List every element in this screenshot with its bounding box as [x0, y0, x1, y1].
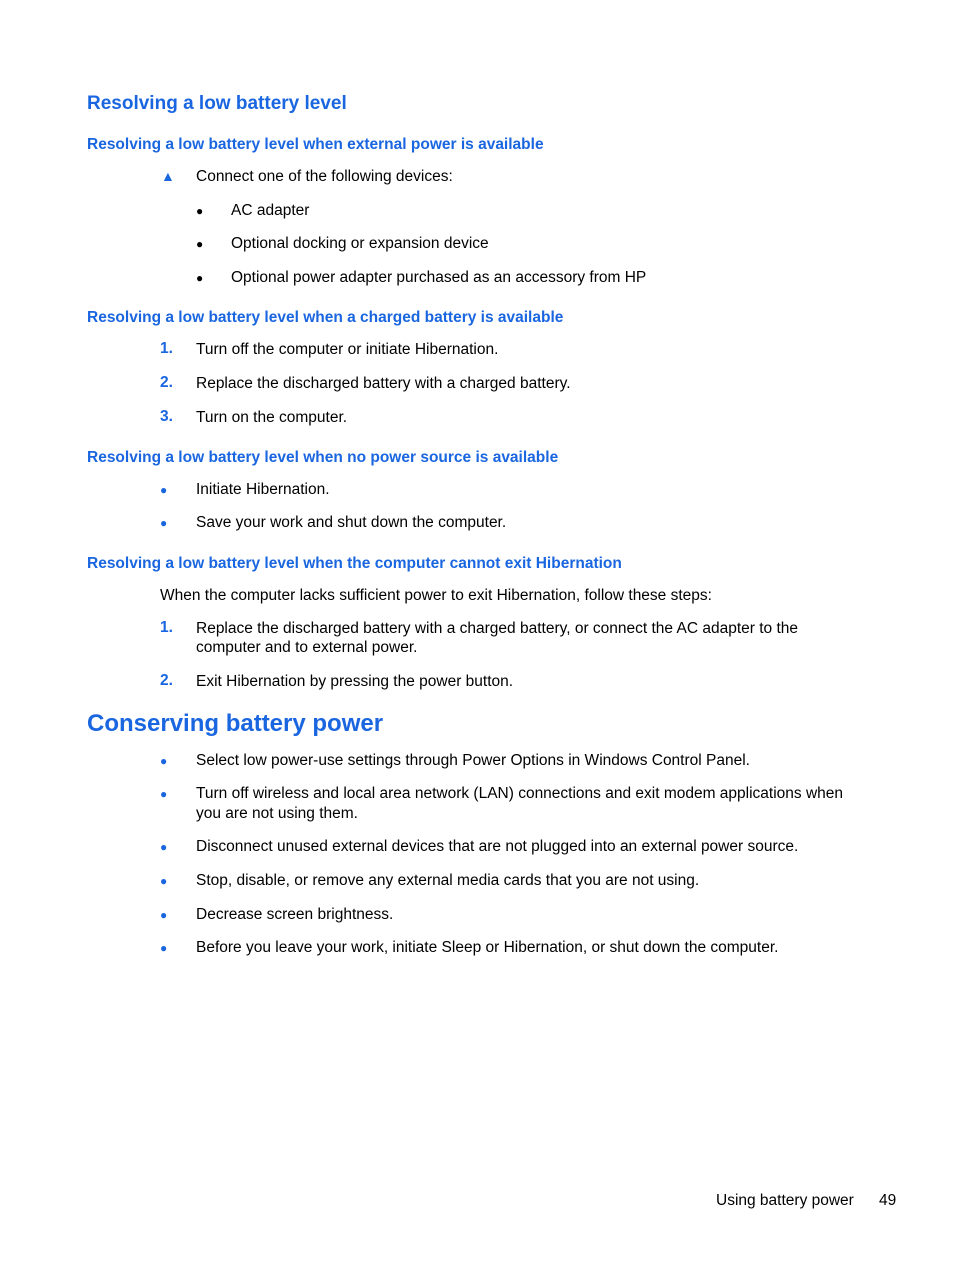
- list-item: Turn off wireless and local area network (LAN) connections and exit modem applications when: [196, 785, 844, 802]
- step-number: 1.: [160, 619, 173, 636]
- step-text: Turn on the computer.: [196, 409, 348, 426]
- external-power-intro: Connect one of the following devices:: [196, 168, 453, 185]
- bullet-icon: ●: [196, 204, 204, 218]
- list-item: Save your work and shut down the computer.: [196, 514, 507, 531]
- device-item: Optional power adapter purchased as an accessory from HP: [231, 269, 647, 286]
- step-number: 1.: [160, 340, 173, 357]
- list-item: you are not using them.: [196, 805, 358, 822]
- step-text: Replace the discharged battery with a charged battery, or connect the AC adapter to the: [196, 620, 798, 637]
- bullet-icon: ●: [196, 237, 204, 251]
- cannot-exit-intro: When the computer lacks sufficient power to exit Hibernation, follow these steps:: [160, 587, 712, 604]
- bullet-icon: ●: [196, 271, 204, 285]
- bullet-icon: ●: [160, 840, 168, 854]
- bullet-icon: ●: [160, 516, 168, 530]
- bullet-icon: ●: [160, 787, 168, 801]
- page-number: 49: [879, 1192, 897, 1209]
- device-item: AC adapter: [231, 202, 310, 219]
- list-item: Initiate Hibernation.: [196, 481, 330, 498]
- step-text: Turn off the computer or initiate Hibernation.: [196, 341, 499, 358]
- bullet-icon: ●: [160, 754, 168, 768]
- step-number: 2.: [160, 374, 173, 391]
- step-number: 3.: [160, 408, 173, 425]
- step-text: Replace the discharged battery with a charged battery.: [196, 375, 571, 392]
- heading-external-power: Resolving a low battery level when external power is available: [87, 136, 544, 153]
- bullet-icon: ●: [160, 908, 168, 922]
- step-text: Exit Hibernation by pressing the power button.: [196, 673, 514, 690]
- footer-label: Using battery power: [716, 1192, 854, 1209]
- list-item: Disconnect unused external devices that are not plugged into an external power source.: [196, 838, 799, 855]
- section-title-conserving: Conserving battery power: [87, 710, 384, 737]
- step-text: computer and to external power.: [196, 639, 418, 656]
- heading-no-power: Resolving a low battery level when no power source is available: [87, 449, 559, 466]
- bullet-icon: ●: [160, 941, 168, 955]
- heading-charged-battery: Resolving a low battery level when a charged battery is available: [87, 309, 564, 326]
- list-item: Select low power-use settings through Power Options in Windows Control Panel.: [196, 752, 750, 769]
- step-number: 2.: [160, 672, 173, 689]
- bullet-icon: ●: [160, 874, 168, 888]
- bullet-icon: ●: [160, 483, 168, 497]
- list-item: Before you leave your work, initiate Sleep or Hibernation, or shut down the computer.: [196, 939, 779, 956]
- section-title: Resolving a low battery level: [87, 93, 347, 114]
- list-item: Stop, disable, or remove any external media cards that you are not using.: [196, 872, 700, 889]
- heading-cannot-exit: Resolving a low battery level when the computer cannot exit Hibernation: [87, 555, 622, 572]
- list-item: Decrease screen brightness.: [196, 906, 394, 923]
- device-item: Optional docking or expansion device: [231, 235, 489, 252]
- triangle-icon: ▲: [161, 168, 175, 184]
